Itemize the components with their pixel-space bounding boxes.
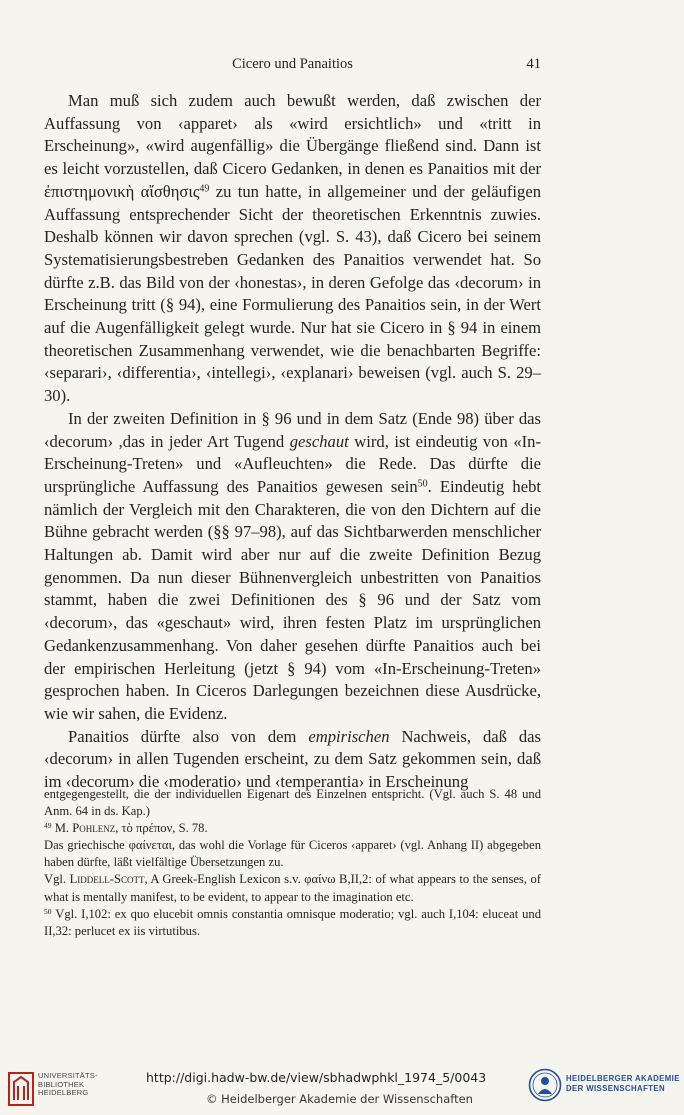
paragraph-2: In der zweiten Definition in § 96 und in dem Satz (Ende 98) über das ‹decorum› ,das in jeder Art Tugend geschaut wird, ist eindeutig von «In-Erscheinung-Treten» und «Aufleuchten» die Rede. Das dürfte die ursprüngliche Auffassung des Panaitios gewesen sein$^{50}$. Eindeutig hebt nämlich der Vergleich mit den Charakteren, die von den Dichtern auf die Bühne gebracht werden (§§ 97–98), auf das Sichtbarwerden menschlicher Haltungen ab. Damit wird aber nur auf die zweite Definition Bezug genommen. Da nun dieser Bühnenvergleich unbestritten von Panaitios stammt, haben die zwei Definitionen des § 96 und der Satz vom ‹decorum›, das «geschaut» wird, ihren festen Platz im ursprünglichen Gedankenzusammenhang. Von daher gesehen dürfte Panaitios auch bei der empirischen Herleitung (jetzt § 94) vom «In-Erscheinung-Treten» gesprochen haben. In Ciceros Darlegungen bezeichnen diese Ausdrücke, wie wir sahen, die Evidenz. xyxy=(44,408,541,723)
footnote-ref-50[interactable]: 50 xyxy=(417,478,428,490)
footnotes xyxy=(44,786,541,940)
page-number: 41 xyxy=(526,56,541,72)
running-header xyxy=(44,56,541,76)
footnote-continuation: entgegengestellt, die der individuellen Eigenart des Einzelnen entspricht. (Vgl. auch S. 48 und Anm. 64 in ds. Kap.) xyxy=(44,787,541,819)
running-title: Cicero und Panaitios xyxy=(232,56,353,72)
footnote-49-greek: Das griechische φαίνεται, das wohl die Vorlage für Ciceros ‹apparet› (vgl. Anhang II) abgegeben haben dürfte, läßt vielfältige Übersetzungen zu. xyxy=(44,838,541,870)
footnote-49: $^{49}$ M. Pohlenz, τὸ πρέπον, S. 78. xyxy=(44,821,208,836)
digitization-footer xyxy=(0,1062,684,1115)
main-text xyxy=(44,90,541,794)
university-library-name: UNIVERSITÄTS- BIBLIOTHEK HEIDELBERG xyxy=(38,1071,98,1098)
footnote-50: $^{50}$ Vgl. I,102: ex quo elucebit omnis constantia omnisque moderatio; vgl. auch I,104: eluceat und II,32: perlucet ex iis virtutibus. xyxy=(44,906,541,938)
paragraph-1: Man muß sich zudem auch bewußt werden, daß zwischen der Auffassung von ‹apparet› als «wird ersichtlich» und «tritt in Erscheinung», «wird augenfällig» die Übergänge fließend sind. Dann ist es leicht vorzustellen, daß Cicero Gedanken, in denen es Panaitios mit der ἐπιστημονικὴ αἴσθησις$^{49}$ zu tun hatte, in allgemeiner und der geläufigen Auffassung entsprechender Sicht der theoretischen Erkenntnis zuwies. Deshalb können wir davon sprechen (vgl. S. 43), daß Cicero bei seinem Systematisierungsbestreben Gedanken des Panaitios verwendet hat. So dürfte z.B. das Bild von der ‹honestas›, in deren Gefolge das ‹decorum› in Erscheinung tritt (§ 94), eine Formulierung des Panaitios sein, in der Wert auf die Augenfälligkeit gelegt wurde. Nur hat sie Cicero in § 94 in einem theoretischen Zusammenhang verwendet, wie die benachbarten Begriffe: ‹separari›, ‹differentia›, ‹intellegi›, ‹explanari› beweisen (vgl. auch S. 29–30). xyxy=(44,91,541,406)
footnote-ref-49[interactable]: 49 xyxy=(199,183,210,195)
copyright-notice: © Heidelberger Akademie der Wissenschaften xyxy=(206,1092,473,1106)
permalink-url[interactable]: http://digi.hadw-bw.de/view/sbhadwphkl_1974_5/0043 xyxy=(146,1070,487,1085)
paragraph-3: Panaitios dürfte also von dem empirischen Nachweis, daß das ‹decorum› in allen Tugenden erscheint, zu dem Satz gekommen sein, daß im ‹decorum› die ‹moderatio› und ‹temperantia› in Erscheinung xyxy=(44,726,541,792)
university-library-logo-icon xyxy=(8,1072,34,1106)
academy-name: HEIDELBERGER AKADEMIE DER WISSENSCHAFTEN xyxy=(566,1074,680,1093)
footnote-49-lexicon: Vgl. Liddell-Scott, A Greek-English Lexicon s.v. φαίνω B,II,2: of what appears to the senses, of what is mentally manifest, to be evident, to appear to the imagination etc. xyxy=(44,872,541,904)
academy-seal-icon xyxy=(528,1068,562,1102)
